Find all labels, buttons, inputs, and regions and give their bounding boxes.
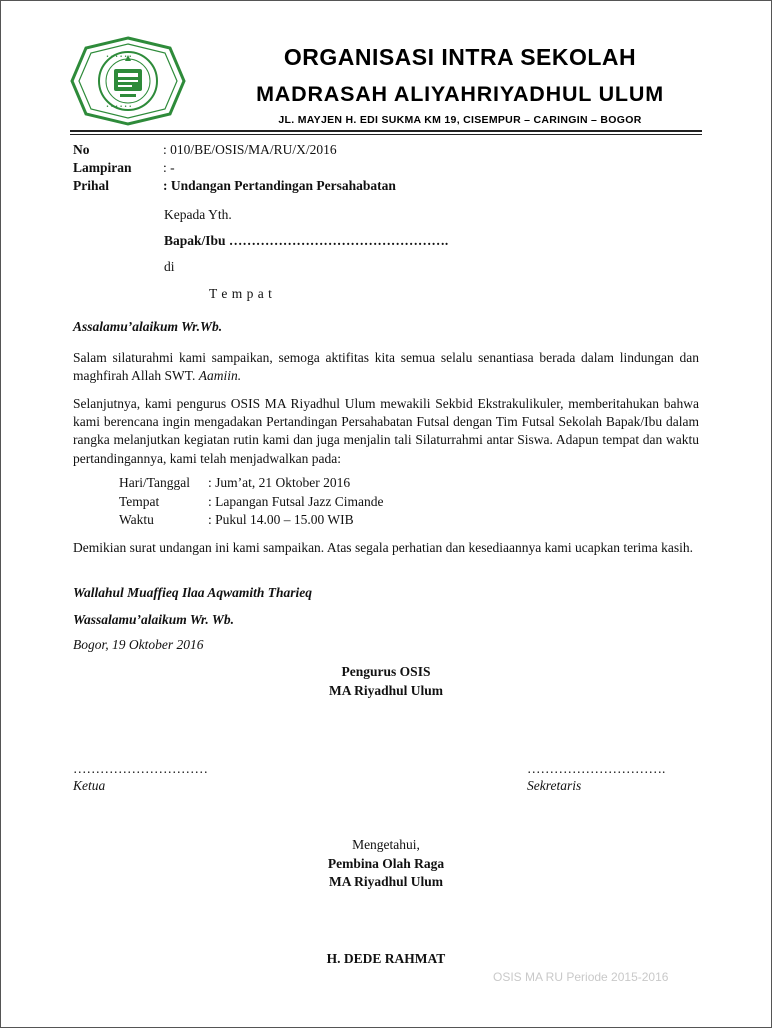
advisor-name: H. DEDE RAHMAT (326, 951, 446, 966)
advisor-title-line1: Pembina Olah Raga (327, 856, 445, 871)
closing-salutation: Wassalamu’alaikum Wr. Wb. (73, 612, 235, 627)
schedule-day-value: : Jum’at, 21 Oktober 2016 (208, 475, 351, 490)
svg-text:• • • • • •: • • • • • • (106, 54, 132, 60)
paragraph-1-aamiin: Aamiin. (198, 368, 242, 384)
recipient-di: di (164, 259, 175, 274)
svg-text:• • • • • •: • • • • • • (106, 104, 132, 110)
chairman-role: Ketua (73, 778, 106, 793)
recipient-name: Bapak/Ibu …………………………………………. (164, 233, 449, 248)
secretary-signature-line: …………………………. (527, 761, 666, 776)
recipient-greeting: Kepada Yth. (164, 207, 232, 222)
lampiran-value: : - (163, 160, 175, 175)
schedule-time-value: : Pukul 14.00 – 15.00 WIB (208, 512, 354, 527)
signatory-org-line2: MA Riyadhul Ulum (328, 683, 444, 698)
recipient-place: T e m p a t (209, 286, 273, 301)
paragraph-2: Selanjutnya, kami pengurus OSIS MA Riyadhul Ulum mewakili Sekbid Ekstrakulikuler, memberitahukan bahwa kami berencana ingin mengadakan Pertandingan Persahabatan Futsal dengan Tim Futsal Sekolah Bapak/Ibu dalam rangka melanjutkan kegiatan rutin kami dan juga menjalin tali Silaturrahmi antar Siswa. Adapun tempat dan waktu pertandingannya, kami telah menjadwalkan pada: (73, 396, 699, 466)
paragraph-3: Demikian surat undangan ini kami sampaikan. Atas segala perhatian dan kesediaannya kami ucapkan terima kasih. (73, 540, 694, 555)
chairman-signature-line: ………………………… (73, 761, 208, 776)
header-divider (70, 130, 702, 132)
no-label: No (73, 142, 90, 157)
watermark-text: OSIS MA RU Periode 2015-2016 (493, 970, 669, 984)
schedule-place-value: : Lapangan Futsal Jazz Cimande (208, 494, 384, 509)
advisor-title-line2: MA Riyadhul Ulum (328, 874, 444, 889)
acknowledged-label: Mengetahui, (352, 837, 420, 852)
header-divider-thin (70, 134, 702, 135)
org-title-line1: ORGANISASI INTRA SEKOLAH (283, 44, 637, 70)
org-address: JL. MAYJEN H. EDI SUKMA KM 19, CISEMPUR – CARINGIN – BOGOR (278, 114, 642, 126)
secretary-role: Sekretaris (527, 778, 582, 793)
prihal-label: Prihal (73, 178, 109, 193)
school-emblem-icon (70, 36, 186, 126)
org-title-line2: MADRASAH ALIYAHRIYADHUL ULUM (256, 82, 664, 106)
lampiran-label: Lampiran (73, 160, 132, 175)
no-value: : 010/BE/OSIS/MA/RU/X/2016 (163, 142, 337, 157)
signatory-org-line1: Pengurus OSIS (341, 664, 431, 679)
schedule-time-label: Waktu (119, 512, 154, 527)
schedule-day-label: Hari/Tanggal (119, 475, 191, 490)
letter-date: Bogor, 19 Oktober 2016 (73, 637, 204, 652)
paragraph-1-text: Salam silaturahmi kami sampaikan, semoga aktifitas kita semua selalu senantiasa berada dalam lindungan dan maghfirah Allah SWT. (73, 350, 699, 384)
prihal-value: : Undangan Pertandingan Persahabatan (163, 178, 396, 193)
opening-salutation: Assalamu’alaikum Wr.Wb. (73, 319, 223, 334)
schedule-place-label: Tempat (119, 494, 160, 509)
paragraph-1 (73, 349, 699, 385)
closing-prayer: Wallahul Muaffieq Ilaa Aqwamith Tharieq (73, 585, 313, 600)
